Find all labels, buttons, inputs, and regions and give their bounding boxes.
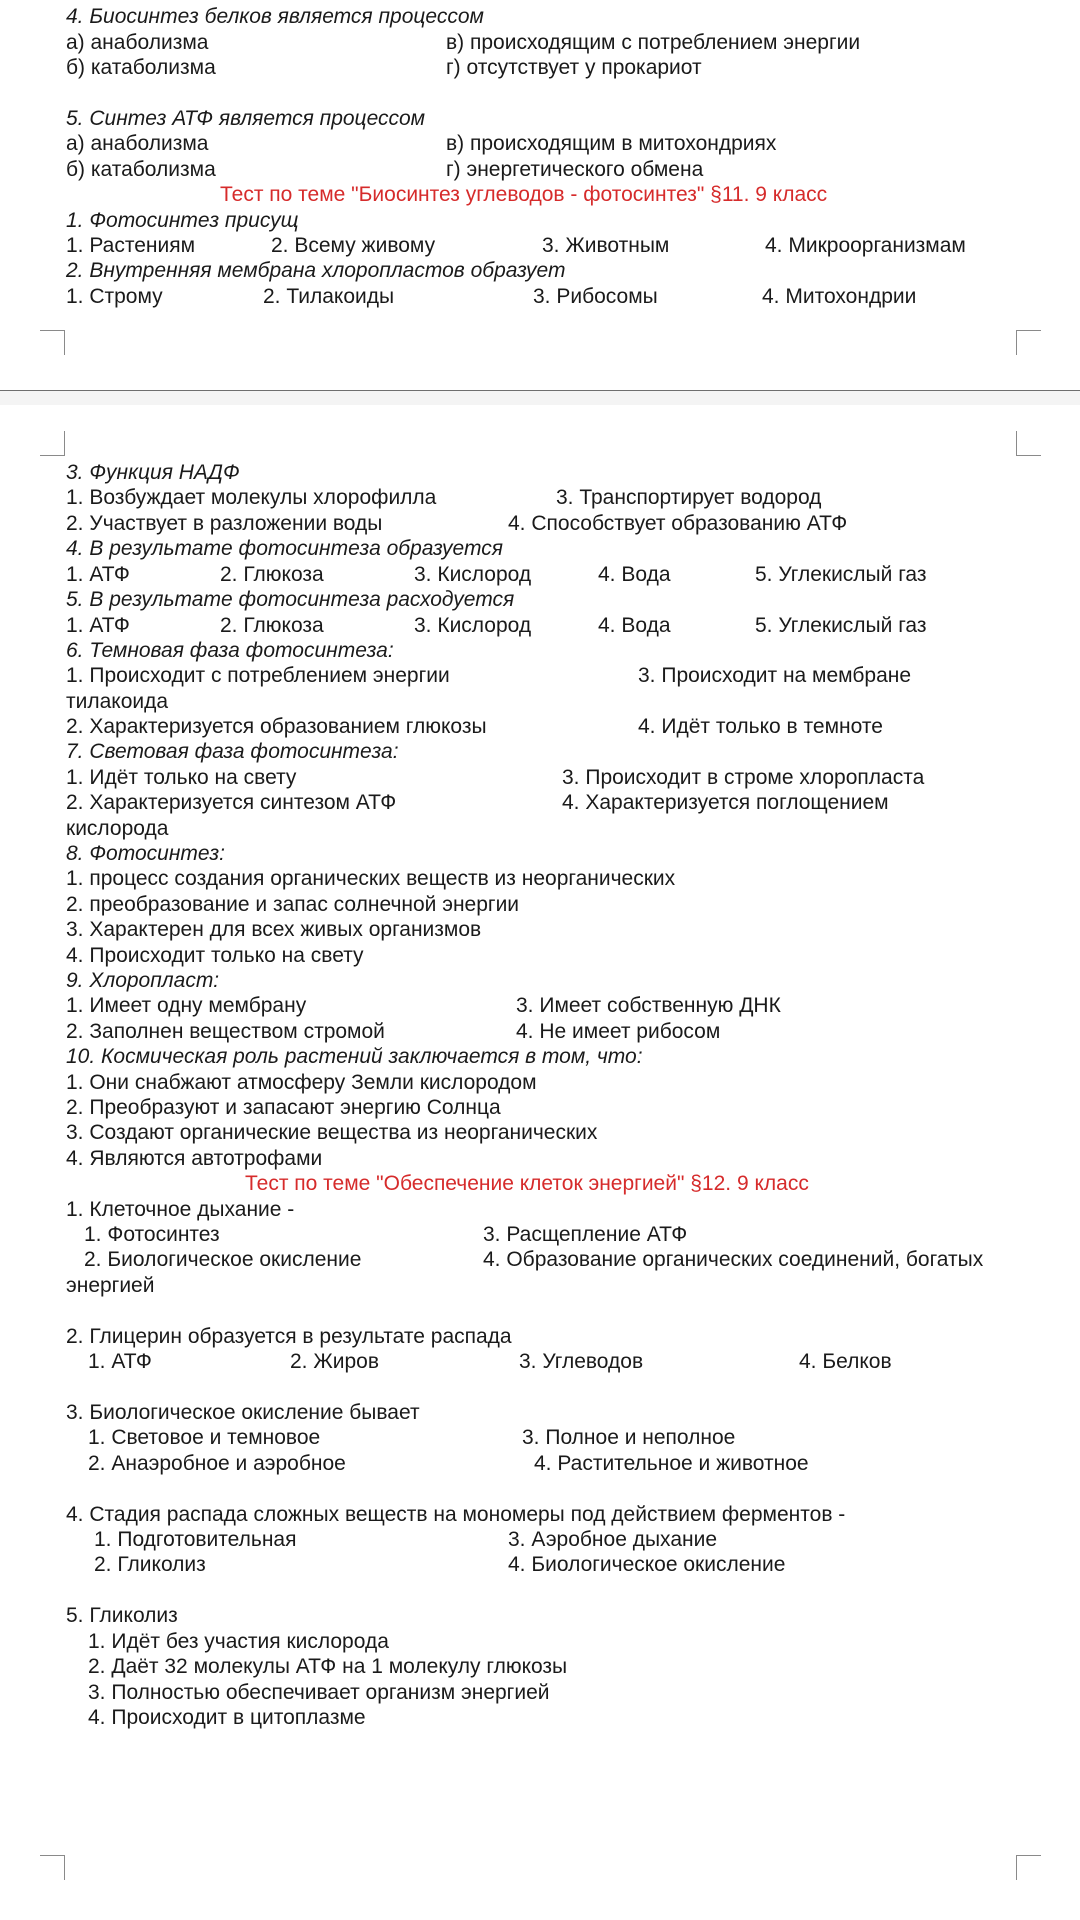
option-3: 3. Кислород xyxy=(414,614,532,637)
option-1: 1. Строму xyxy=(66,285,163,308)
question-9-text: 9. Хлоропласт: xyxy=(66,969,220,992)
answer-a: а) анаболизма xyxy=(66,31,209,54)
question-4-text: 4. Биосинтез белков является процессом xyxy=(66,5,484,28)
option-1: 1. Они снабжают атмосферу Земли кислородом xyxy=(66,1071,537,1094)
option-2: 2. Анаэробное и аэробное xyxy=(88,1452,346,1475)
option-3: 3. Создают органические вещества из неорганических xyxy=(66,1121,598,1144)
option-4: 4. Биологическое окисление xyxy=(508,1553,786,1576)
question-3-text: 3. Функция НАДФ xyxy=(66,461,240,484)
option-4: 4. Растительное и животное xyxy=(534,1452,809,1475)
answer-g: г) энергетического обмена xyxy=(446,158,704,181)
crop-mark-bottom-right xyxy=(1016,1855,1041,1880)
option-row xyxy=(88,1349,892,1374)
option-3: 3. Углеводов xyxy=(519,1350,644,1373)
option-2: 2. Заполнен веществом стромой xyxy=(66,1020,385,1043)
option-3: 3. Транспортирует водород xyxy=(556,486,822,509)
option-4: 4. Вода xyxy=(598,563,671,586)
option-2: 2. Характеризуется синтезом АТФ xyxy=(66,791,397,814)
option-4: 4. Являются автотрофами xyxy=(66,1147,323,1170)
option-2: 2. Гликолиз xyxy=(94,1553,206,1576)
option-2: 2. Глюкоза xyxy=(220,563,324,586)
option-1: 1. АТФ xyxy=(66,563,130,586)
answer-v: в) происходящим в митохондриях xyxy=(446,132,777,155)
page-separator xyxy=(0,390,1080,406)
test2-question-1-text: 1. Клеточное дыхание - xyxy=(66,1198,295,1221)
option-1: 1. Фотосинтез xyxy=(84,1223,220,1246)
option-1: 1. Световое и темновое xyxy=(88,1426,321,1449)
option-1: 1. Идёт только на свету xyxy=(66,766,297,789)
option-row xyxy=(66,613,927,638)
test2-question-4-text: 4. Стадия распада сложных веществ на мономеры под действием ферментов - xyxy=(66,1503,846,1526)
option-2: 2. Характеризуется образованием глюкозы xyxy=(66,715,487,738)
option-4: 4. Происходит в цитоплазме xyxy=(88,1706,366,1729)
option-4: 4. Белков xyxy=(799,1350,892,1373)
option-4: 4. Образование органических соединений, богатых xyxy=(483,1248,984,1271)
document-page-2 xyxy=(0,405,1080,1920)
option-4: 4. Митохондрии xyxy=(762,285,917,308)
option-2: 2. преобразование и запас солнечной энергии xyxy=(66,893,520,916)
question-5-text: 5. Синтез АТФ является процессом xyxy=(66,107,426,130)
option-2: 2. Глюкоза xyxy=(220,614,324,637)
option-1: 1. Растениям xyxy=(66,234,196,257)
option-2: 2. Всему живому xyxy=(271,234,436,257)
option-4: 4. Не имеет рибосом xyxy=(516,1020,721,1043)
test-heading-cell-energy: Тест по теме "Обеспечение клеток энергией" §12. 9 класс xyxy=(245,1172,809,1195)
question-8-text: 8. Фотосинтез: xyxy=(66,842,225,865)
option-1: 1. Имеет одну мембрану xyxy=(66,994,307,1017)
option-4: 4. Микроорганизмам xyxy=(765,234,966,257)
option-4: 4. Происходит только на свету xyxy=(66,944,364,967)
option-3: 3. Кислород xyxy=(414,563,532,586)
question-10-text: 10. Космическая роль растений заключается в том, что: xyxy=(66,1045,643,1068)
crop-mark-top-left xyxy=(40,431,65,456)
answer-b: б) катаболизма xyxy=(66,56,216,79)
question-7-text: 7. Световая фаза фотосинтеза: xyxy=(66,740,399,763)
crop-mark-bottom-left xyxy=(40,330,65,355)
option-3: 3. Аэробное дыхание xyxy=(508,1528,718,1551)
option-2: 2. Жиров xyxy=(290,1350,379,1373)
option-1: 1. Возбуждает молекулы хлорофилла xyxy=(66,486,437,509)
option-3: 3. Полное и неполное xyxy=(522,1426,736,1449)
option-1: 1. АТФ xyxy=(88,1350,152,1373)
answer-v: в) происходящим с потреблением энергии xyxy=(446,31,861,54)
option-4: 4. Вода xyxy=(598,614,671,637)
option-4: 4. Идёт только в темноте xyxy=(638,715,883,738)
option-row xyxy=(66,284,917,309)
option-4-continuation: энергией xyxy=(66,1274,155,1297)
question-5-text: 5. В результате фотосинтеза расходуется xyxy=(66,588,515,611)
option-row xyxy=(66,562,927,587)
test1-question-2-text: 2. Внутренняя мембрана хлоропластов образует xyxy=(66,259,566,282)
option-3: 3. Характерен для всех живых организмов xyxy=(66,918,482,941)
test-heading-photosynthesis: Тест по теме "Биосинтез углеводов - фотосинтез" §11. 9 класс xyxy=(220,183,828,206)
option-1: 1. процесс создания органических веществ из неорганических xyxy=(66,867,676,890)
option-1: 1. Идёт без участия кислорода xyxy=(88,1630,389,1653)
option-1: 1. АТФ xyxy=(66,614,130,637)
option-4-continuation: кислорода xyxy=(66,817,169,840)
option-5: 5. Углекислый газ xyxy=(755,614,927,637)
crop-mark-bottom-right xyxy=(1016,330,1041,355)
option-2: 2. Преобразуют и запасают энергию Солнца xyxy=(66,1096,501,1119)
option-3: 3. Полностью обеспечивает организм энергией xyxy=(88,1681,550,1704)
option-3: 3. Животным xyxy=(542,234,670,257)
option-5: 5. Углекислый газ xyxy=(755,563,927,586)
answer-g: г) отсутствует у прокариот xyxy=(446,56,702,79)
option-1: 1. Подготовительная xyxy=(94,1528,297,1551)
answer-b: б) катаболизма xyxy=(66,158,216,181)
option-row xyxy=(66,233,966,258)
crop-mark-bottom-left xyxy=(40,1855,65,1880)
test2-question-3-text: 3. Биологическое окисление бывает xyxy=(66,1401,420,1424)
test2-question-2-text: 2. Глицерин образуется в результате распада xyxy=(66,1325,512,1348)
option-1: 1. Происходит с потреблением энергии xyxy=(66,664,450,687)
document-page-1 xyxy=(0,0,1080,390)
option-4: 4. Характеризуется поглощением xyxy=(562,791,889,814)
option-2: 2. Даёт 32 молекулы АТФ на 1 молекулу глюкозы xyxy=(88,1655,568,1678)
option-3: 3. Происходит в строме хлоропласта xyxy=(562,766,925,789)
option-2: 2. Участвует в разложении воды xyxy=(66,512,383,535)
question-4-text: 4. В результате фотосинтеза образуется xyxy=(66,537,503,560)
crop-mark-top-right xyxy=(1016,431,1041,456)
option-3: 3. Имеет собственную ДНК xyxy=(516,994,781,1017)
test1-question-1-text: 1. Фотосинтез присущ xyxy=(66,209,299,232)
option-2: 2. Биологическое окисление xyxy=(84,1248,362,1271)
test2-question-5-text: 5. Гликолиз xyxy=(66,1604,178,1627)
answer-a: а) анаболизма xyxy=(66,132,209,155)
question-6-text: 6. Темновая фаза фотосинтеза: xyxy=(66,639,394,662)
option-3: 3. Расщепление АТФ xyxy=(483,1223,688,1246)
option-2: 2. Тилакоиды xyxy=(263,285,395,308)
option-3: 3. Рибосомы xyxy=(533,285,658,308)
option-3: 3. Происходит на мембране xyxy=(638,664,912,687)
option-4: 4. Способствует образованию АТФ xyxy=(508,512,848,535)
option-3-continuation: тилакоида xyxy=(66,690,169,713)
